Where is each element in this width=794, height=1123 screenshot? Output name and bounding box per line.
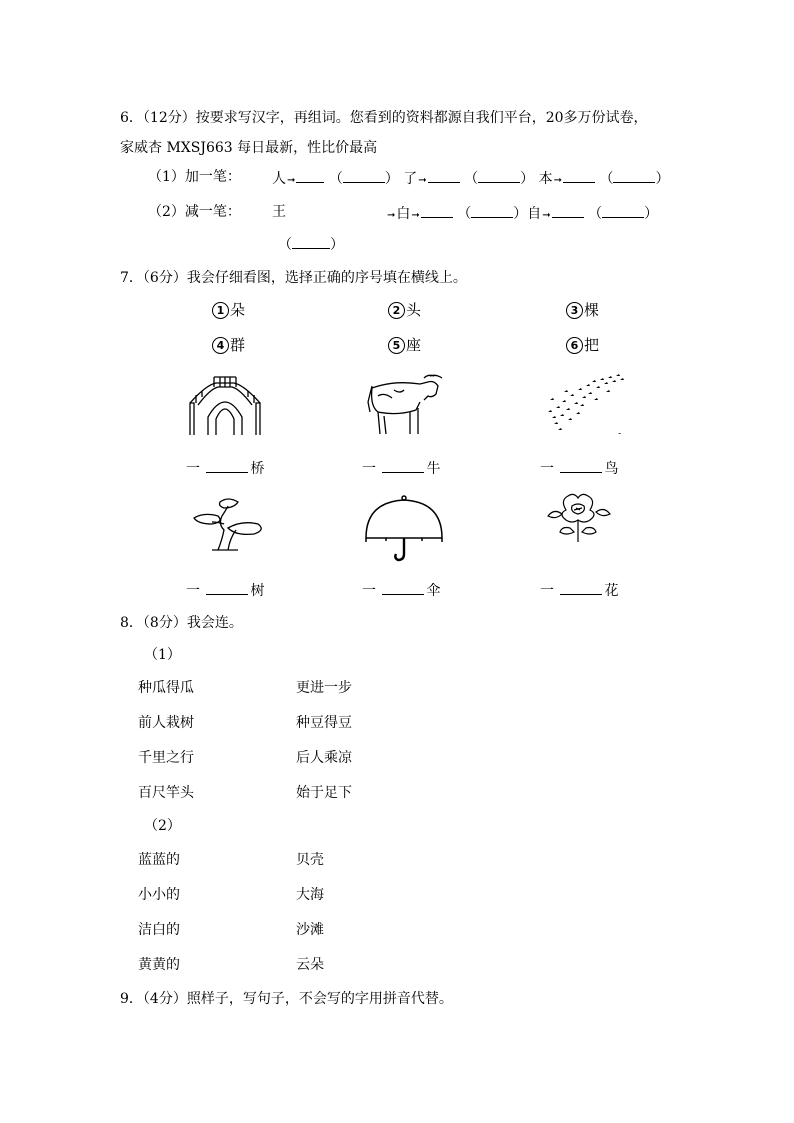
answer-blank[interactable] (343, 170, 385, 183)
answer-blank[interactable] (552, 205, 584, 218)
answer-blank[interactable] (471, 205, 513, 218)
arrow-icon: ➞ (542, 210, 551, 221)
option-4: 4 群 (212, 337, 245, 354)
arrow-icon: ➞ (553, 175, 562, 186)
birds-picture (540, 372, 626, 438)
q6-row2-char1: 王 (272, 204, 286, 220)
option-2: 2 头 (388, 302, 421, 319)
match-left-item[interactable]: 黄黄的 (138, 957, 180, 973)
arrow-icon: ➞ (418, 175, 427, 186)
option-number-badge: 4 (212, 337, 229, 354)
option-number-badge: 6 (566, 337, 583, 354)
answer-blank[interactable] (428, 170, 460, 183)
q6-row2-char3: 自 (527, 206, 542, 222)
answer-blank[interactable] (206, 460, 248, 473)
q6-row1-char1: 人 (272, 171, 286, 187)
match-left-item[interactable]: 小小的 (138, 887, 180, 903)
match-left-item[interactable]: 千里之行 (138, 750, 194, 766)
match-left-item[interactable]: 蓝蓝的 (138, 852, 180, 868)
match-right-item[interactable]: 贝壳 (296, 852, 324, 868)
option-number-badge: 1 (212, 302, 229, 319)
q6-row2 (148, 205, 241, 219)
option-number-badge: 3 (566, 302, 583, 319)
q6-row2-items: ➞白➞ （ ）自➞ （ ） (387, 206, 659, 222)
bridge-picture (186, 375, 264, 437)
option-number-badge: 2 (388, 302, 405, 319)
match-right-item[interactable]: 后人乘凉 (296, 750, 352, 766)
item-bridge: 一 桥 (186, 461, 265, 477)
umbrella-picture (362, 494, 446, 562)
answer-blank[interactable] (602, 205, 644, 218)
item-birds: 一 鸟 (540, 461, 619, 477)
ox-picture (364, 372, 446, 438)
match-right-item[interactable]: 云朵 (296, 957, 324, 973)
q6-title-line2: 家威杏 MXSJ663 每日最新，性比价最高 (120, 140, 378, 156)
answer-blank[interactable] (613, 170, 655, 183)
flower-picture (546, 490, 612, 546)
answer-blank[interactable] (382, 582, 424, 595)
answer-blank[interactable] (560, 582, 602, 595)
match-right-item[interactable]: 沙滩 (296, 922, 324, 938)
match-left-item[interactable]: 前人栽树 (138, 715, 194, 731)
answer-blank[interactable] (563, 170, 595, 183)
match-right-item[interactable]: 始于足下 (296, 785, 352, 801)
tree-picture (188, 494, 268, 552)
item-flower: 一 花 (540, 583, 619, 599)
q8-part1-label: （1） (144, 647, 181, 663)
item-ox: 一 牛 (362, 461, 441, 477)
q6-row2-extra: （ ） (278, 237, 344, 253)
option-6: 6 把 (566, 337, 599, 354)
match-right-item[interactable]: 大海 (296, 887, 324, 903)
match-left-item[interactable]: 百尺竿头 (138, 785, 194, 801)
match-right-item[interactable]: 种豆得豆 (296, 715, 352, 731)
q6-row2-label: （2）减一笔： (148, 204, 241, 220)
q7-title: 7．（6分）我会仔细看图，选择正确的序号填在横线上。 (120, 270, 467, 286)
q6-row1-items: 人➞ （ ） 了➞ （ ） 本➞ （ ） (272, 171, 670, 187)
q6-row1-char2: 了 (403, 171, 418, 187)
option-number-badge: 5 (388, 337, 405, 354)
q6-row1-char3: 本 (538, 171, 553, 187)
match-left-item[interactable]: 种瓜得瓜 (138, 680, 194, 696)
arrow-icon: ➞ (411, 210, 420, 221)
arrow-icon: ➞ (387, 210, 396, 221)
item-tree: 一 树 (186, 583, 265, 599)
item-umbrella: 一 伞 (362, 583, 441, 599)
q8-part2-label: （2） (144, 818, 181, 834)
q8-title: 8．（8分）我会连。 (120, 615, 243, 631)
q6-row1-label: （1）加一笔： (148, 169, 241, 185)
answer-blank[interactable] (382, 460, 424, 473)
q6-row2-char2: 白 (396, 206, 411, 222)
match-left-item[interactable]: 洁白的 (138, 922, 180, 938)
answer-blank[interactable] (296, 170, 324, 183)
q9-title: 9．（4分）照样子，写句子，不会写的字用拼音代替。 (120, 991, 453, 1007)
answer-blank[interactable] (206, 582, 248, 595)
answer-blank[interactable] (421, 205, 453, 218)
answer-blank[interactable] (478, 170, 520, 183)
answer-blank[interactable] (292, 236, 330, 249)
option-1: 1 朵 (212, 302, 245, 319)
option-5: 5 座 (388, 337, 421, 354)
answer-blank[interactable] (560, 460, 602, 473)
option-3: 3 棵 (566, 302, 599, 319)
match-right-item[interactable]: 更进一步 (296, 680, 352, 696)
arrow-icon: ➞ (287, 175, 296, 186)
q6-title: 6．（12分）按要求写汉字，再组词。您看到的资料都源自我们平台，20多万份试卷， (120, 110, 648, 126)
q6-row1 (148, 170, 241, 184)
